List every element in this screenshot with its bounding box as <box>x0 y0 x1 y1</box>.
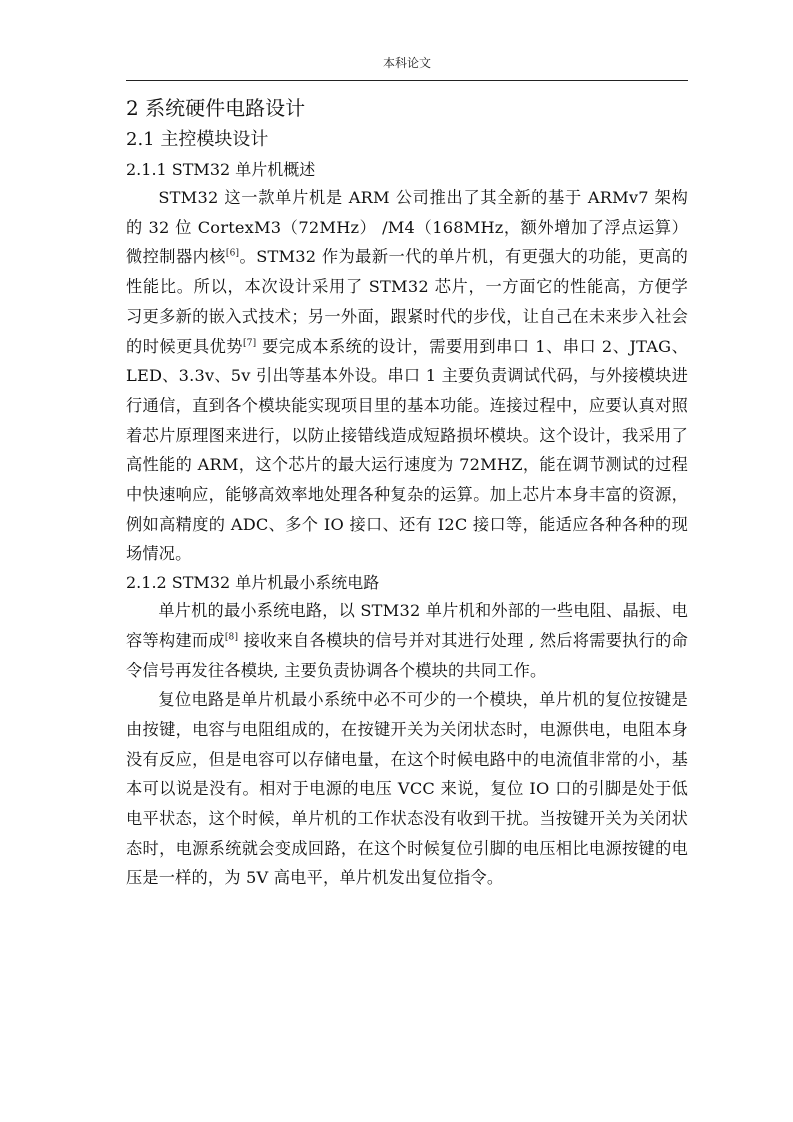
chapter-title: 2 系统硬件电路设计 <box>126 96 306 120</box>
running-header: 本科论文 <box>382 56 431 70</box>
paragraph-stm32-overview <box>126 183 688 569</box>
header-rule <box>126 80 688 81</box>
page-content <box>126 92 688 893</box>
subsection-title-2-1-2: 2.1.2 STM32 单片机最小系统电路 <box>126 573 380 593</box>
text-run: 接收来自各模块的信号并对其进行处理 , 然后将需要执行的命令信号再发往各模块, 主要负责协调各个模块的共同工作。 <box>126 630 688 680</box>
paragraph-minimum-system <box>126 596 688 685</box>
citation-ref: [8] <box>224 632 239 643</box>
text-run: STM32 这一款单片机是 ARM 公司推出了其全新的基于 ARMv7 架构的 32 位 CortexM3（72MHz） /M4（168MHz，额外增加了浮点运算）微控制器内核 <box>126 188 688 267</box>
citation-ref: [7] <box>243 338 257 349</box>
paragraph-reset-circuit: 复位电路是单片机最小系统中必不可少的一个模块，单片机的复位按键是由按键，电容与电阻组成的，在按键开关为关闭状态时，电源供电，电阻本身没有反应，但是电容可以存储电量，在这个时候电路中的电流值非常的小，基本可以说是没有。相对于电源的电压 VCC 来说，复位 IO 口的引脚是处于低电平状态，这个时候，单片机的工作状态没有收到干扰。当按键开关为关闭状态时，电源系统就会变成回路，在这个时候复位引脚的电压相比电源按键的电压是一样的，为 5V 高电平，单片机发出复位指令。 <box>126 690 688 888</box>
text-run: 。STM32 作为最新一代的单片机，有更强大的功能，更高的性能比。所以，本次设计采用了 STM32 芯片，一方面它的性能高，方便学习更多新的嵌入式技术；另一外面，跟紧时代的步伐，让自己在未来步入社会的时候更具优势 <box>126 247 688 356</box>
section-title-2-1: 2.1 主控模块设计 <box>126 129 269 150</box>
subsection-title-2-1-1: 2.1.1 STM32 单片机概述 <box>126 160 316 179</box>
text-run: 要完成本系统的设计，需要用到串口 1、串口 2、JTAG、LED、3.3v、5v 引出等基本外设。串口 1 主要负责调试代码，与外接模块进行通信，直到各个模块能实现项目里的基本功能。连接过程中，应要认真对照着芯片原理图来进行，以防止接错线造成短路损坏模块。这个设计，我采用了高性能的 ARM，这个芯片的最大运行速度为 72MHZ，能在调节测试的过程中快速响应，能够高效率地处理各种复杂的运算。加上芯片本身丰富的资源，例如高精度的 ADC、多个 IO 接口、还有 I2C 接口等，能适应各种各种的现场情况。 <box>126 336 688 564</box>
citation-ref: [6] <box>225 249 240 260</box>
text-run: 单片机的最小系统电路，以 STM32 单片机和外部的一些电阻、晶振、电容等构建而成 <box>126 601 688 650</box>
